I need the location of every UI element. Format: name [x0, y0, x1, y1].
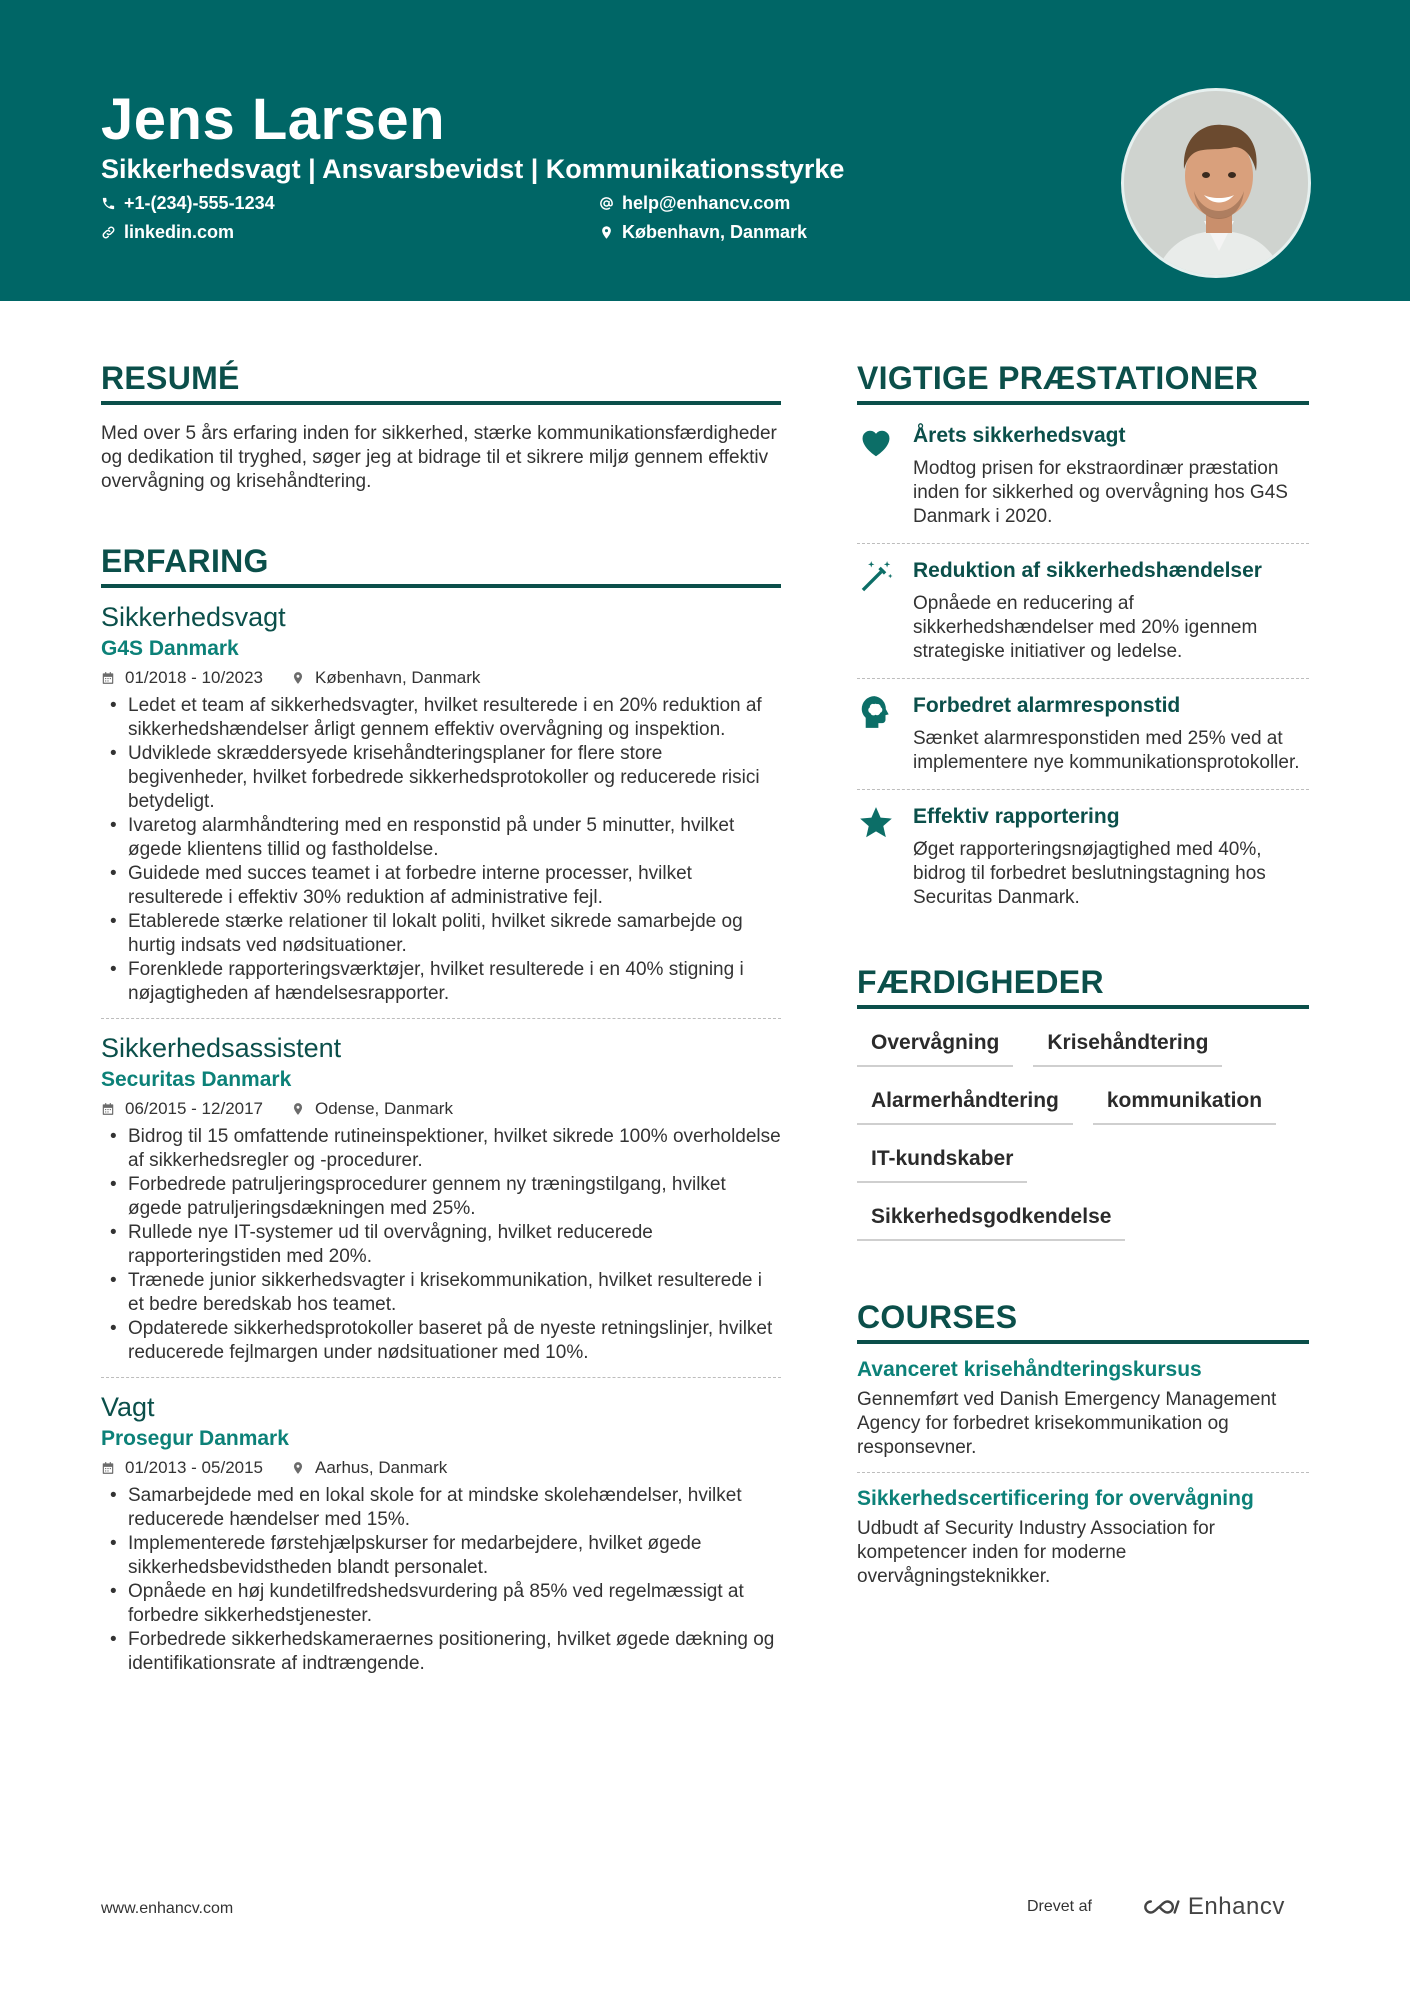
job-location	[291, 668, 480, 688]
calendar-icon	[101, 1102, 115, 1116]
link-icon	[101, 225, 116, 240]
job-bullet: • Rullede nye IT-systemer ud til overvågning, hvilket reducerede rapporteringstiden med 20%.	[101, 1221, 781, 1269]
job-bullet: • Implementerede førstehjælpskurser for medarbejdere, hvilket øgede sikkerhedsbevidstheden blandt personalet.	[101, 1532, 781, 1580]
job-location-text: København, Danmark	[315, 668, 481, 687]
achievement-item	[857, 544, 1309, 679]
achievement-item	[857, 409, 1309, 544]
candidate-headline: Sikkerhedsvagt | Ansvarsbevidst | Kommunikationsstyrke	[101, 154, 845, 184]
job-bullet: • Opdaterede sikkerhedsprotokoller baseret på de nyeste retningslinjer, hvilket reducerede fejlmargen under nødsituationer med 10%.	[101, 1317, 781, 1365]
brand-logo[interactable]	[1138, 1893, 1285, 1921]
course-title: Avanceret krisehåndteringskursus	[857, 1358, 1202, 1381]
achievement-item	[857, 679, 1309, 790]
contact-location	[599, 222, 807, 243]
job-bullets	[101, 1484, 781, 1676]
location-pin-icon	[291, 1461, 305, 1475]
achievements-list	[857, 409, 1309, 924]
skill-tag: Krisehåndtering	[1033, 1027, 1222, 1067]
phone-icon	[101, 196, 116, 211]
achievement-title: Forbedret alarmresponstid	[913, 694, 1181, 717]
right-column	[857, 360, 1309, 1601]
job-bullets	[101, 1125, 781, 1365]
experience-list	[101, 600, 781, 1688]
footer-branding	[1027, 1893, 1285, 1921]
skill-tag: Sikkerhedsgodkendelse	[857, 1201, 1125, 1241]
skill-tag: Alarmerhåndtering	[857, 1085, 1073, 1125]
job-bullets	[101, 694, 781, 1006]
course-desc: Udbudt af Security Industry Association for kompetencer inden for moderne overvågningsteknikker.	[857, 1518, 1216, 1587]
enhancv-logo-icon	[1138, 1896, 1182, 1918]
calendar-icon	[101, 1461, 115, 1475]
company-name: Prosegur Danmark	[101, 1427, 289, 1450]
profile-photo	[1121, 88, 1311, 278]
contact-phone[interactable]	[101, 193, 275, 214]
skill-tag: IT-kundskaber	[857, 1143, 1027, 1183]
job-dates: 01/2013 - 05/2015	[125, 1458, 264, 1477]
job-bullet: • Udviklede skræddersyede krisehåndteringsplaner for flere store begivenheder, hvilket forbedrede sikkerhedsprotokoller og reducerede risici betydeligt.	[101, 742, 781, 814]
course-item	[857, 1473, 1309, 1601]
head-brain-icon	[857, 693, 913, 775]
summary-text: Med over 5 års erfaring inden for sikkerhed, stærke kommunikationsfærdigheder og dedikation til tryghed, søger jeg at bidrage til et sikrere miljø gennem effektiv overvågning og krisehåndtering.	[101, 423, 777, 492]
job-bullet: • Samarbejdede med en lokal skole for at mindske skolehændelser, hvilket reducerede hændelser med 15%.	[101, 1484, 781, 1532]
job-entry	[101, 600, 781, 1018]
skills-heading: FÆRDIGHEDER	[857, 964, 1309, 1009]
location-pin-icon	[599, 225, 614, 240]
courses-heading: COURSES	[857, 1299, 1309, 1344]
magic-wand-icon	[857, 558, 913, 664]
calendar-icon	[101, 671, 115, 685]
job-meta	[101, 1458, 781, 1478]
brand-name: Enhancv	[1187, 1893, 1285, 1920]
linkedin-text: linkedin.com	[124, 222, 235, 242]
job-bullet: • Ledet et team af sikkerhedsvagter, hvilket resulterede i en 20% reduktion af sikkerhedshændelser årligt gennem effektiv overvågning og inspektion.	[101, 694, 781, 742]
job-bullet: • Ivaretog alarmhåndtering med en responstid på under 5 minutter, hvilket øgede klientens tillid og fastholdelse.	[101, 814, 781, 862]
left-column	[101, 360, 781, 1688]
profile-photo-illustration	[1124, 91, 1311, 278]
phone-text: +1-(234)-555-1234	[124, 193, 275, 213]
heart-icon	[857, 423, 913, 529]
contact-linkedin[interactable]	[101, 222, 234, 243]
job-title: Vagt	[101, 1392, 155, 1422]
achievements-heading: VIGTIGE PRÆSTATIONER	[857, 360, 1309, 405]
course-item	[857, 1344, 1309, 1473]
job-title: Sikkerhedsvagt	[101, 602, 286, 632]
course-desc: Gennemført ved Danish Emergency Management Agency for forbedret krisekommunikation og responsevner.	[857, 1389, 1277, 1458]
footer-website[interactable]: www.enhancv.com	[101, 1900, 234, 1917]
job-bullet: • Guidede med succes teamet i at forbedre interne processer, hvilket resulterede i effektiv 30% reduktion af administrative fejl.	[101, 862, 781, 910]
job-dates: 06/2015 - 12/2017	[125, 1099, 264, 1118]
achievement-desc: Sænket alarmresponstiden med 25% ved at implementere nye kommunikationsprotokoller.	[913, 728, 1300, 773]
location-pin-icon	[291, 1102, 305, 1116]
skills-list	[857, 1027, 1309, 1241]
course-title: Sikkerhedscertificering for overvågning	[857, 1487, 1254, 1510]
experience-heading: ERFARING	[101, 543, 781, 588]
achievement-desc: Øget rapporteringsnøjagtighed med 40%, bidrog til forbedret beslutningstagning hos Securitas Danmark.	[913, 839, 1266, 908]
job-location-text: Odense, Danmark	[315, 1099, 453, 1118]
achievement-item	[857, 790, 1309, 924]
email-text: help@enhancv.com	[622, 193, 791, 213]
job-dates: 01/2018 - 10/2023	[125, 668, 264, 687]
location-pin-icon	[291, 671, 305, 685]
powered-by-text: Drevet af	[1027, 1898, 1092, 1915]
achievement-desc: Modtog prisen for ekstraordinær præstation inden for sikkerhed og overvågning hos G4S Danmark i 2020.	[913, 458, 1288, 527]
summary-heading: RESUMÉ	[101, 360, 781, 405]
at-icon	[599, 196, 614, 211]
job-bullet: • Etablerede stærke relationer til lokalt politi, hvilket sikrede samarbejde og hurtig indsats ved nødsituationer.	[101, 910, 781, 958]
job-bullet: • Trænede junior sikkerhedsvagter i krisekommunikation, hvilket resulterede i et bedre beredskab hos teamet.	[101, 1269, 781, 1317]
achievement-title: Reduktion af sikkerhedshændelser	[913, 559, 1262, 582]
courses-list	[857, 1344, 1309, 1601]
achievement-desc: Opnåede en reducering af sikkerhedshændelser med 20% igennem strategiske initiativer og ledelse.	[913, 593, 1258, 662]
job-meta	[101, 1099, 781, 1119]
resume-header	[0, 0, 1410, 301]
job-entry	[101, 1377, 781, 1688]
job-location	[291, 1099, 453, 1119]
achievement-title: Effektiv rapportering	[913, 805, 1120, 828]
job-meta	[101, 668, 781, 688]
achievement-title: Årets sikkerhedsvagt	[913, 424, 1126, 447]
job-bullet: • Opnåede en høj kundetilfredshedsvurdering på 85% ved regelmæssigt at forbedre sikkerhedstjenester.	[101, 1580, 781, 1628]
skill-tag: kommunikation	[1093, 1085, 1276, 1125]
job-location	[291, 1458, 447, 1478]
skill-tag: Overvågning	[857, 1027, 1013, 1067]
job-title: Sikkerhedsassistent	[101, 1033, 342, 1063]
job-bullet: • Forbedrede patruljeringsprocedurer gennem ny træningstilgang, hvilket øgede patruljeringsdækningen med 25%.	[101, 1173, 781, 1221]
star-icon	[857, 804, 913, 910]
contact-email[interactable]	[599, 193, 790, 214]
location-text: København, Danmark	[622, 222, 808, 242]
job-bullet: • Forenklede rapporteringsværktøjer, hvilket resulterede i en 40% stigning i nøjagtigheden af hændelsesrapporter.	[101, 958, 781, 1006]
candidate-name: Jens Larsen	[101, 87, 446, 152]
job-bullet: • Forbedrede sikkerhedskameraernes positionering, hvilket øgede dækning og identifikationsrate af indtrængende.	[101, 1628, 781, 1676]
company-name: Securitas Danmark	[101, 1068, 292, 1091]
job-bullet: • Bidrog til 15 omfattende rutineinspektioner, hvilket sikrede 100% overholdelse af sikkerhedsregler og -procedurer.	[101, 1125, 781, 1173]
company-name: G4S Danmark	[101, 637, 239, 660]
job-entry	[101, 1018, 781, 1377]
job-location-text: Aarhus, Danmark	[315, 1458, 448, 1477]
